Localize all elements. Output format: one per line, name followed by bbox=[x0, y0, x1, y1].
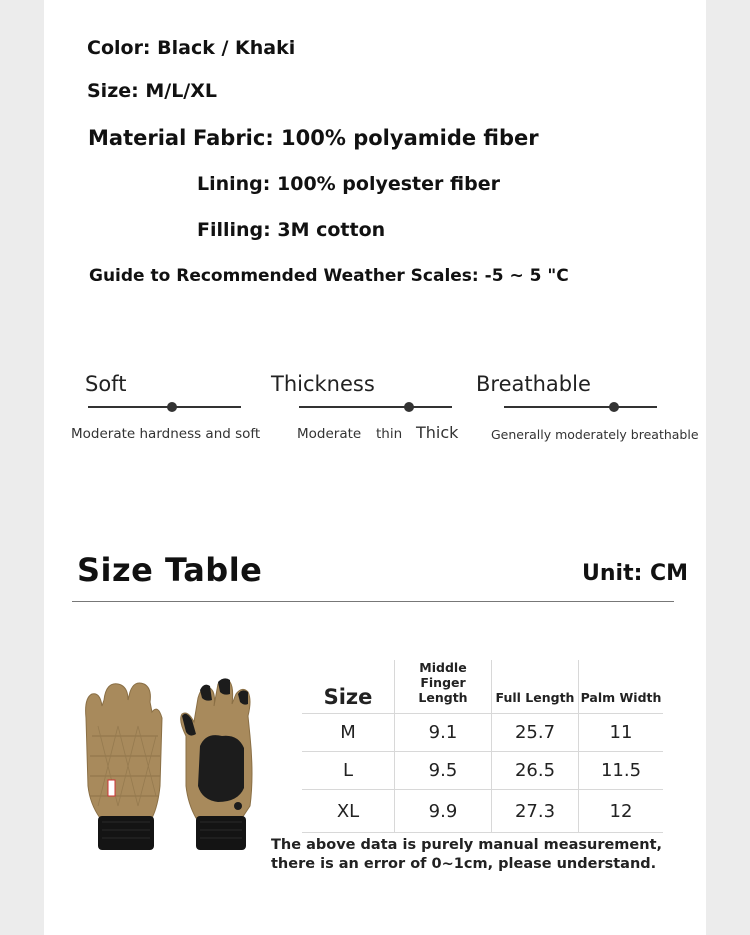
spec-material-label: Material bbox=[88, 126, 187, 150]
size-table-unit: Unit: CM bbox=[582, 561, 689, 586]
scale-breathable-line bbox=[504, 406, 657, 408]
left-glove-icon bbox=[86, 683, 162, 850]
spec-fabric: Fabric: 100% polyamide fiber bbox=[193, 126, 539, 150]
full-length-cell: 27.3 bbox=[492, 790, 579, 833]
scale-breathable-title: Breathable bbox=[476, 372, 591, 396]
table-row bbox=[302, 714, 663, 752]
size-cell: L bbox=[302, 752, 395, 790]
full-length-cell: 26.5 bbox=[492, 752, 579, 790]
spec-lining: Lining: 100% polyester fiber bbox=[197, 173, 500, 195]
palm-width-header: Palm Width bbox=[579, 660, 664, 714]
table-row bbox=[302, 752, 663, 790]
size-table-header-row bbox=[302, 660, 663, 714]
scale-thickness-caption-thick: Thick bbox=[416, 423, 459, 442]
measurement-note: The above data is purely manual measurement, there is an error of 0~1cm, please understand. bbox=[271, 837, 663, 872]
scale-thickness-caption-moderate: Moderate bbox=[297, 426, 362, 442]
full-length-header: Full Length bbox=[492, 660, 579, 714]
scale-soft-line bbox=[88, 406, 241, 408]
scale-thickness-title: Thickness bbox=[271, 372, 375, 396]
divider bbox=[72, 601, 674, 602]
scale-breathable-caption: Generally moderately breathable bbox=[491, 427, 699, 442]
size-cell: M bbox=[302, 714, 395, 752]
finger-length-cell: 9.5 bbox=[395, 752, 492, 790]
spec-filling: Filling: 3M cotton bbox=[197, 219, 386, 241]
table-row bbox=[302, 790, 663, 833]
palm-width-cell: 12 bbox=[579, 790, 664, 833]
finger-length-cell: 9.9 bbox=[395, 790, 492, 833]
scale-thickness-caption-thin: thin bbox=[376, 426, 403, 442]
size-cell: XL bbox=[302, 790, 395, 833]
finger-length-cell: 9.1 bbox=[395, 714, 492, 752]
spec-color: Color: Black / Khaki bbox=[87, 37, 296, 59]
scale-soft-caption: Moderate hardness and soft bbox=[71, 426, 261, 442]
size-table-title: Size Table bbox=[77, 551, 263, 589]
spec-size: Size: M/L/XL bbox=[87, 80, 218, 102]
palm-width-cell: 11.5 bbox=[579, 752, 664, 790]
right-glove-icon bbox=[181, 678, 252, 850]
spec-weather: Guide to Recommended Weather Scales: -5 ~ 5 "C bbox=[89, 266, 569, 286]
finger-length-header: Middle Finger Length bbox=[395, 660, 492, 714]
full-length-cell: 25.7 bbox=[492, 714, 579, 752]
size-table bbox=[302, 660, 663, 833]
gloves-product-image bbox=[78, 676, 258, 856]
scale-thickness-line bbox=[299, 406, 452, 408]
palm-width-cell: 11 bbox=[579, 714, 664, 752]
scale-soft-title: Soft bbox=[85, 372, 127, 396]
size-header: Size bbox=[302, 660, 395, 714]
